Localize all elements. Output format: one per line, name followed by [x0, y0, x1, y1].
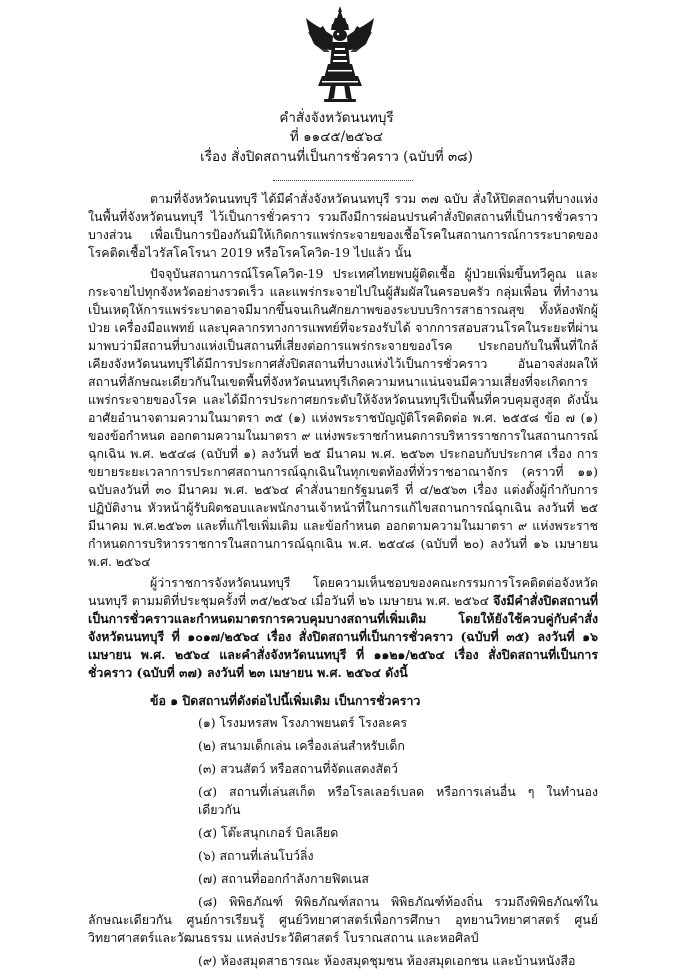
list-item: (๑) โรงมหรสพ โรงภาพยนตร์ โรงละคร — [198, 715, 408, 730]
list-item: (๙) ห้องสมุดสาธารณะ ห้องสมุดชุมชน ห้องสมุดเอกชน และบ้านหนังสือ — [198, 953, 576, 968]
list-item: (๕) โต๊ะสนุกเกอร์ บิลเลียด — [198, 825, 339, 840]
list-item: (๔) สถานที่เล่นสเก็ต หรือโรลเลอร์เบลด หรือการเล่นอื่น ๆ ในทำนองเดียวกัน — [198, 784, 598, 817]
paragraph-order — [88, 574, 598, 682]
list-item: (๓) สวนสัตว์ หรือสถานที่จัดแสดงสัตว์ — [198, 761, 399, 776]
order-text-normal: ผู้ว่าราชการจังหวัดนนทบุรี โดยความเห็นชอบของคณะกรรมการโรคติดต่อจังหวัดนนทบุรี ตามมติที่ประชุมครั้งที่ ๓๕/๒๕๖๔ เมื่อวันที่ ๒๖ เมษายน พ.ศ. ๒๕๖๔ — [88, 575, 598, 608]
list-item: (๒) สนามเด็กเล่น เครื่องเล่นสำหรับเด็ก — [198, 738, 405, 753]
list-item: (๖) สถานที่เล่นโบว์ลิ่ง — [198, 848, 314, 863]
order-title: คำสั่งจังหวัดนนทบุรี — [279, 110, 394, 126]
header-divider — [273, 180, 413, 181]
paragraph-situation: ปัจจุบันสถานการณ์โรคโควิด-19 ประเทศไทยพบผู้ติดเชื้อ ผู้ป่วยเพิ่มขึ้นทวีคูณ และกระจายไปทุกจังหวัดอย่างรวดเร็ว และแพร่กระจายไปในผู้สัมผัสในครอบครัว กลุ่มเพื่อน ที่ทำงาน เป็นเหตุให้การแพร่ระบาดอาจมีมากขึ้นจนเกินศักยภาพของระบบบริการสาธารณสุข ทั้งห้องพักผู้ป่วย เครื่องมือแพทย์ และบุคลากรทางการแพทย์ที่จะรองรับได้ จากการสอบสวนโรคในระยะที่ผ่านมาพบว่ามีสถานที่บางแห่งเป็นสถานที่เสี่ยงต่อการแพร่กระจายของโรค ประกอบกับในพื้นที่ใกล้เคียงจังหวัดนนทบุรีได้มีการประกาศสั่งปิดสถานที่บางแห่งไว้เป็นการชั่วคราว อันอาจส่งผลให้สถานที่ลักษณะเดียวกันในเขตพื้นที่จังหวัดนนทบุรีเกิดความหนาแน่นจนมีความเสี่ยงที่จะเกิดการแพร่กระจายของโรค และได้มีการประกาศยกระดับให้จังหวัดนนทบุรีเป็นพื้นที่ควบคุมสูงสุด ดังนั้น อาศัยอำนาจตามความในมาตรา ๓๕ (๑) แห่งพระราชบัญญัติโรคติดต่อ พ.ศ. ๒๕๕๘ ข้อ ๗ (๑) ของข้อกำหนด ออกตามความในมาตรา ๙ แห่งพระราชกำหนดการบริหารราชการในสถานการณ์ฉุกเฉิน พ.ศ. ๒๕๔๘ (ฉบับที่ ๑) ลงวันที่ ๒๕ มีนาคม พ.ศ. ๒๕๖๓ ประกอบกับประกาศ เรื่อง การขยายระยะเวลาการประกาศสถานการณ์ฉุกเฉินในทุกเขตท้องที่ทั่วราชอาณาจักร (คราวที่ ๑๑) ฉบับลงวันที่ ๓๐ มีนาคม พ.ศ. ๒๕๖๔ คำสั่งนายกรัฐมนตรี ที่ ๔/๒๕๖๓ เรื่อง แต่งตั้งผู้กำกับการปฏิบัติงาน หัวหน้าผู้รับผิดชอบและพนักงานเจ้าหน้าที่ในการแก้ไขสถานการณ์ฉุกเฉิน ลงวันที่ ๒๕ มีนาคม พ.ศ.๒๕๖๓ และที่แก้ไขเพิ่มเติม และข้อกำหนด ออกตามความในมาตรา ๙ แห่งพระราชกำหนดการบริหารราชการในสถานการณ์ฉุกเฉิน พ.ศ. ๒๕๔๘ (ฉบับที่ ๒๐) ลงวันที่ ๑๖ เมษายน พ.ศ. ๒๕๖๔ — [88, 266, 598, 569]
list-item: (๗) สถานที่ออกกำลังกายฟิตเนส — [198, 871, 369, 886]
order-number: ที่ ๑๑๔๕/๒๕๖๔ — [289, 129, 384, 145]
clause-1-heading: ข้อ ๑ ปิดสถานที่ดังต่อไปนี้เพิ่มเติม เป็นการชั่วคราว — [150, 693, 421, 708]
closure-list — [88, 714, 598, 970]
document-body — [88, 190, 598, 975]
garuda-emblem-icon — [304, 6, 376, 104]
order-text-bold: จึงมีคำสั่งปิดสถานที่เป็นการชั่วคราวและกำหนดมาตรการควบคุมบางสถานที่เพิ่มเติม โดยให้ยังใช้ควบคู่กับคำสั่งจังหวัดนนทบุรี ที่ ๑๐๑๗/๒๕๖๔ เรื่อง สั่งปิดสถานที่เป็นการชั่วคราว (ฉบับที่ ๓๕) ลงวันที่ ๑๖ เมษายน พ.ศ. ๒๕๖๔ และคำสั่งจังหวัดนนทบุรี ที่ ๑๑๒๑/๒๕๖๔ เรื่อง สั่งปิดสถานที่เป็นการชั่วคราว (ฉบับที่ ๓๗) ลงวันที่ ๒๓ เมษายน พ.ศ. ๒๕๖๔ ดังนี้ — [88, 593, 598, 680]
paragraph-background: ตามที่จังหวัดนนทบุรี ได้มีคำสั่งจังหวัดนนทบุรี รวม ๓๗ ฉบับ สั่งให้ปิดสถานที่บางแห่งในพื้นที่จังหวัดนนทบุรี ไว้เป็นการชั่วคราว รวมถึงมีการผ่อนปรนคำสั่งปิดสถานที่เป็นการชั่วคราวบางส่วน เพื่อเป็นการป้องกันมิให้เกิดการแพร่กระจายของเชื้อโรคในสถานการณ์การระบาดของโรคติดเชื้อไวรัสโคโรนา 2019 หรือโรคโควิด-19 ไปแล้ว นั้น — [88, 191, 598, 260]
list-item: (๘) พิพิธภัณฑ์ พิพิธภัณฑ์สถาน พิพิธภัณฑ์ท้องถิ่น รวมถึงพิพิธภัณฑ์ในลักษณะเดียวกัน ศูนย์การเรียนรู้ ศูนย์วิทยาศาสตร์เพื่อการศึกษา อุทยานวิทยาศาสตร์ ศูนย์วิทยาศาสตร์และวัฒนธรรม แหล่งประวัติศาสตร์ โบราณสถาน และหอศิลป์ — [88, 894, 598, 945]
order-subject: เรื่อง สั่งปิดสถานที่เป็นการชั่วคราว (ฉบับที่ ๓๘) — [200, 149, 473, 165]
